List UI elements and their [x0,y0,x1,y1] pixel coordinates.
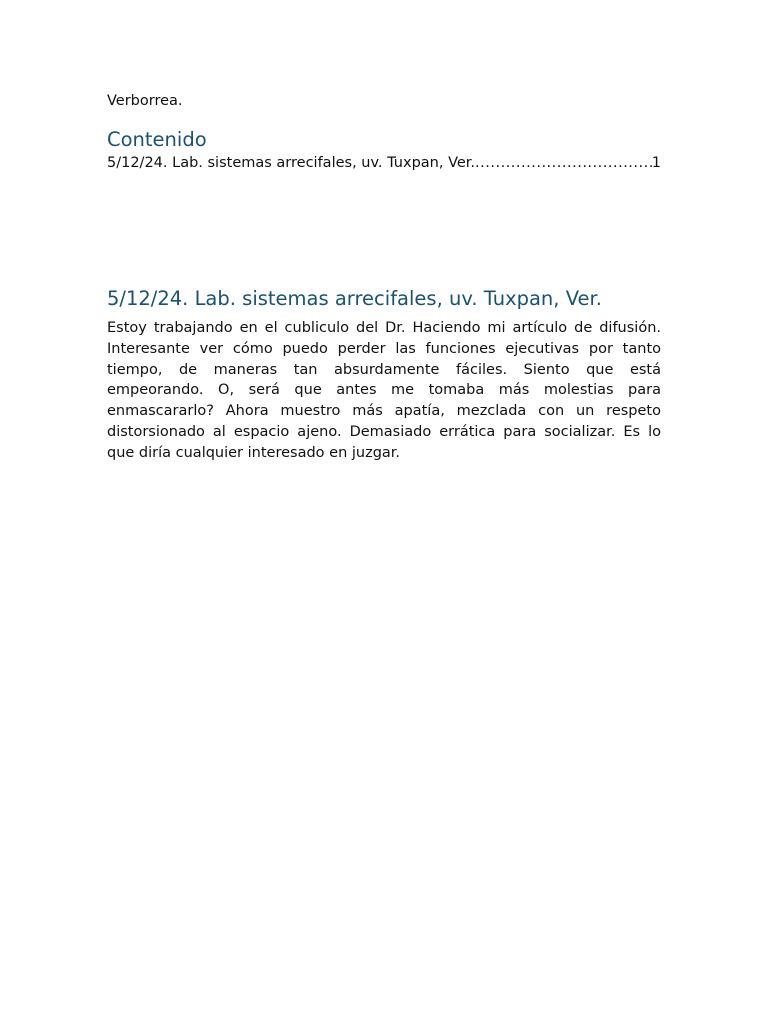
toc-entry-title: 5/12/24. Lab. sistemas arrecifales, uv. Tuxpan, Ver. [107,155,476,171]
section-heading: 5/12/24. Lab. sistemas arrecifales, uv. Tuxpan, Ver. [107,287,602,310]
toc-entry-link[interactable] [107,153,661,173]
intro-text: Verborrea. [107,93,183,109]
document-page [107,0,661,1024]
section-body-paragraph: Estoy trabajando en el cubliculo del Dr. Haciendo mi artículo de difusión. Interesante ver cómo puedo perder las funciones ejecutivas por tanto tiempo, de maneras tan absurdamente fáciles. Siento que está empeorando. O, será que antes me tomaba más molestias para enmascararlo? Ahora muestro más apatía, mezclada con un respeto distorsionado al espacio ajeno. Demasiado errática para socializar. Es lo que diría cualquier interesado en juzgar. [107,320,661,461]
toc-entry-page-number: 1 [651,155,661,171]
toc-dot-leader [475,153,652,173]
toc-heading: Contenido [107,128,207,151]
